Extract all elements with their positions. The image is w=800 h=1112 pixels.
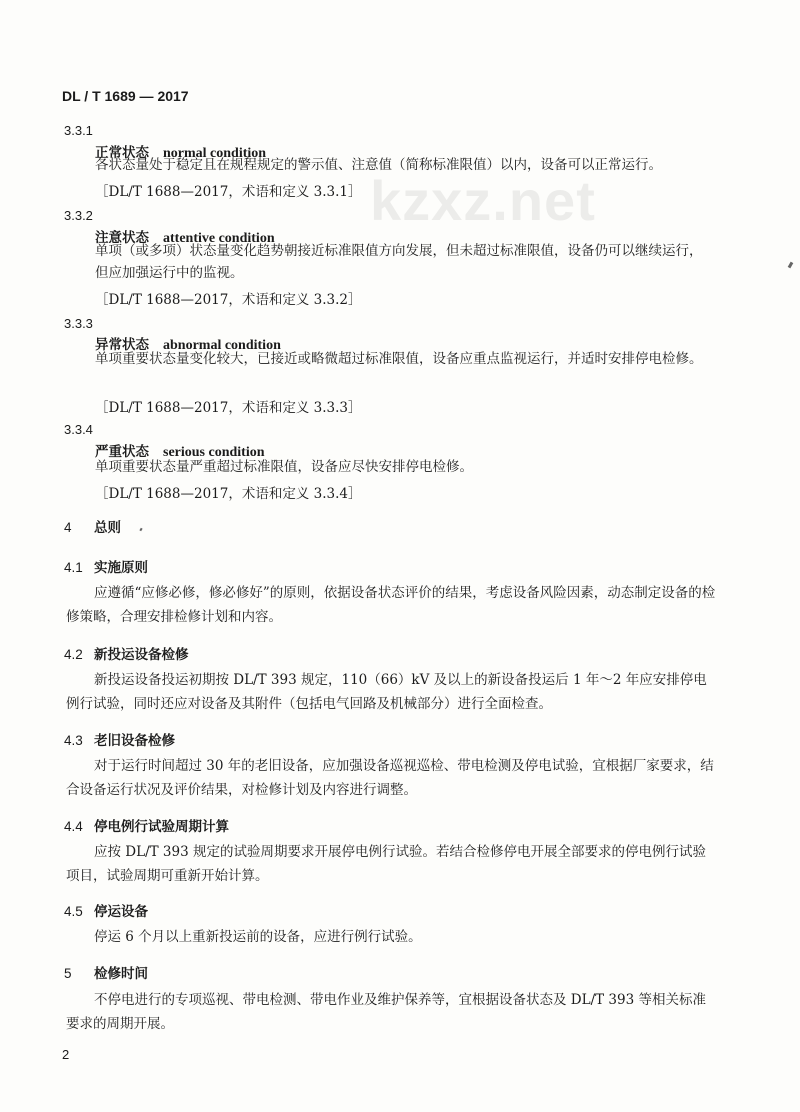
section-title: 停运设备 [94, 904, 148, 920]
term-source: ［DL/T 1688—2017，术语和定义 3.3.1］ [95, 184, 362, 200]
section-paragraph: 应遵循“应修必修，修必修好”的原则，依据设备状态评价的结果，考虑设备风险因素，动态制定设备的检修策略，合理安排检修计划和内容。 [66, 585, 716, 625]
section-number: 4.4 [64, 819, 83, 834]
term-en: attentive condition [163, 231, 275, 246]
section-heading [64, 556, 148, 576]
section-paragraph: 应按 DL/T 393 规定的试验周期要求开展停电例行试验。若结合检修停电开展全部要求的停电例行试验项目，试验周期可重新开始计算。 [66, 844, 706, 884]
term-number: 3.3.2 [64, 208, 93, 223]
scan-speck [139, 528, 142, 532]
section-heading [64, 815, 229, 835]
term-number: 3.3.3 [64, 316, 93, 331]
term-en: abnormal condition [163, 338, 281, 353]
section-heading [64, 516, 121, 536]
term-number: 3.3.4 [64, 422, 93, 437]
term-definition: 单项重要状态量变化较大，已接近或略微超过标准限值，设备应重点监视运行，并适时安排停电检修。 [95, 351, 703, 367]
term-zh: 异常状态 [95, 337, 149, 353]
section-title: 实施原则 [94, 560, 148, 576]
section-number: 4.1 [64, 560, 83, 575]
section-number: 4.3 [64, 733, 83, 748]
standard-code-header: DL / T 1689 — 2017 [62, 88, 189, 104]
term-en: normal condition [163, 146, 267, 161]
section-heading [64, 900, 148, 920]
term-number: 3.3.1 [64, 123, 93, 138]
page-number: 2 [62, 1047, 70, 1062]
term-zh: 注意状态 [95, 230, 149, 246]
scan-speck [788, 262, 794, 269]
term-definition: 各状态量处于稳定且在规程规定的警示值、注意值（简称标准限值）以内，设备可以正常运行。 [95, 157, 662, 173]
section-paragraph: 对于运行时间超过 30 年的老旧设备，应加强设备巡视巡检、带电检测及停电试验，宜根据厂家要求，结合设备运行状况及评价结果，对检修计划及内容进行调整。 [66, 758, 714, 798]
term-en: serious condition [163, 445, 265, 460]
section-number: 4.5 [64, 904, 83, 919]
watermark-text: kzxz.net [370, 169, 596, 232]
section-number: 4.2 [64, 647, 83, 662]
section-paragraph: 停运 6 个月以上重新投运前的设备，应进行例行试验。 [94, 929, 422, 945]
section-title: 总则 [94, 520, 121, 536]
section-heading [64, 643, 189, 663]
term-source: ［DL/T 1688—2017，术语和定义 3.3.3］ [95, 400, 362, 416]
term-definition: 单项（或多项）状态量变化趋势朝接近标准限值方向发展，但未超过标准限值，设备仍可以继续运行，但应加强运行中的监视。 [95, 243, 703, 281]
term-definition: 单项重要状态量严重超过标准限值，设备应尽快安排停电检修。 [95, 459, 473, 475]
term-source: ［DL/T 1688—2017，术语和定义 3.3.4］ [95, 486, 362, 502]
term-zh: 正常状态 [95, 145, 149, 161]
section-title: 检修时间 [94, 966, 148, 982]
section-number: 4 [64, 520, 72, 535]
term-zh: 严重状态 [95, 444, 149, 460]
section-number: 5 [64, 966, 72, 981]
section-title: 新投运设备检修 [94, 647, 189, 663]
term-source: ［DL/T 1688—2017，术语和定义 3.3.2］ [95, 292, 362, 308]
section-title: 老旧设备检修 [94, 733, 175, 749]
section-paragraph: 不停电进行的专项巡视、带电检测、带电作业及维护保养等，宜根据设备状态及 DL/T 393 等相关标准要求的周期开展。 [66, 992, 706, 1032]
section-heading [64, 962, 148, 982]
section-heading [64, 729, 175, 749]
section-title: 停电例行试验周期计算 [94, 819, 229, 835]
section-paragraph: 新投运设备投运初期按 DL/T 393 规定，110（66）kV 及以上的新设备投运后 1 年～2 年应安排停电例行试验，同时还应对设备及其附件（包括电气回路及机械部分）进行全面检查。 [66, 672, 707, 712]
